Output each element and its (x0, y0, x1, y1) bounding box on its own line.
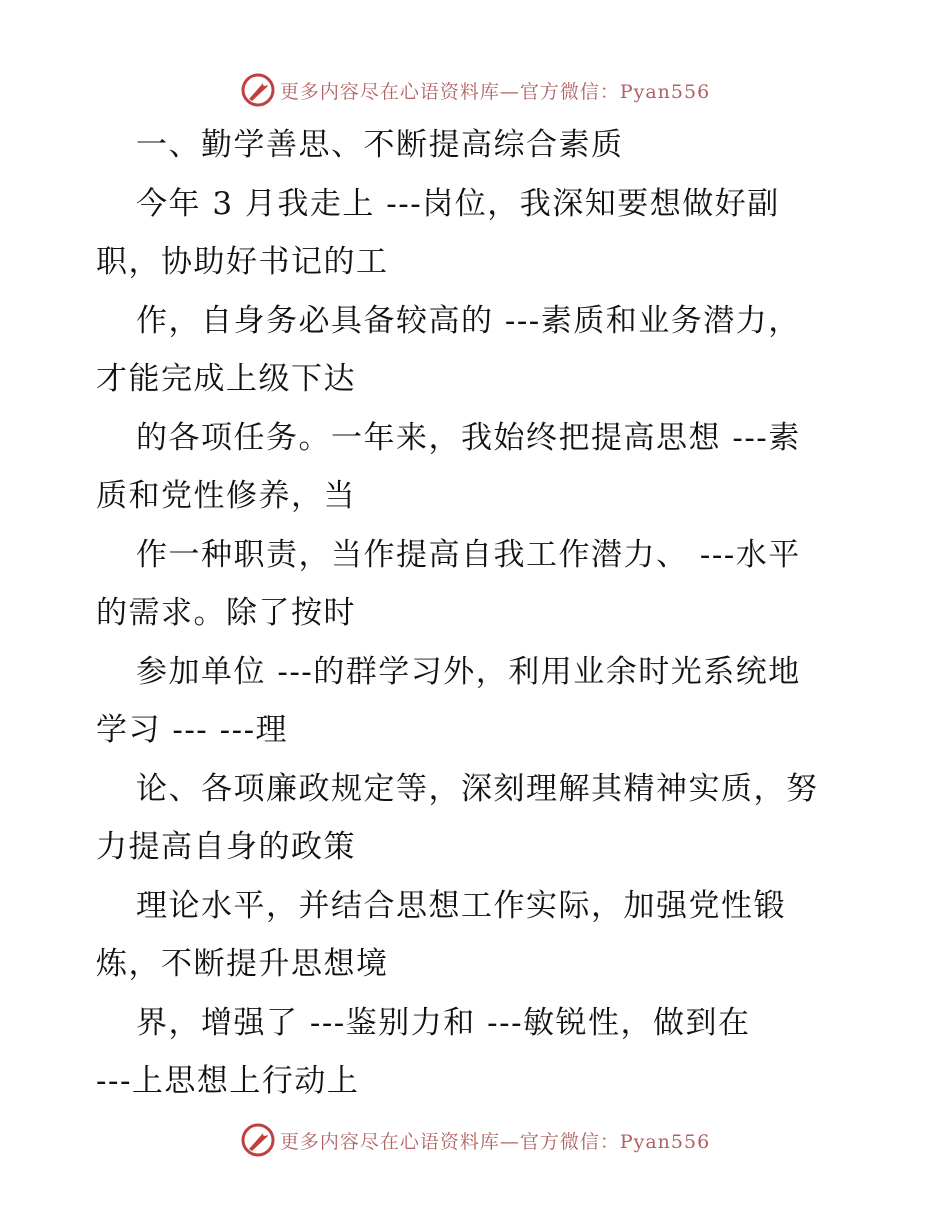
paragraph-line: 作一种职责，当作提高自我工作潜力、 ---水平 (136, 536, 801, 573)
footer-banner (0, 1118, 950, 1162)
pen-nib-logo-icon (240, 1122, 276, 1158)
paragraph-line: 质和党性修养，当 (96, 478, 356, 514)
paragraph-line: 今年 3 月我走上 ---岗位，我深知要想做好副 (136, 185, 780, 222)
paragraph-line: 论、各项廉政规定等，深刻理解其精神实质，努 (136, 770, 819, 807)
paragraph-line: 的各项任务。一年来，我始终把提高思想 ---素 (136, 419, 801, 456)
paragraph-line: 力提高自身的政策 (96, 829, 356, 865)
header-banner-text: 更多内容尽在心语资料库—官方微信：Pyan556 (279, 80, 711, 103)
paragraph-line: ---上思想上行动上 (96, 1063, 360, 1099)
paragraph-line: 炼，不断提升思想境 (96, 946, 389, 982)
paragraph-line: 才能完成上级下达 (96, 361, 356, 397)
paragraph-line: 参加单位 ---的群学习外，利用业余时光系统地 (136, 653, 801, 690)
paragraph-line: 的需求。除了按时 (96, 595, 356, 631)
document-body (96, 116, 856, 1111)
paragraph-line: 界，增强了 ---鉴别力和 ---敏锐性，做到在 (136, 1004, 751, 1041)
pen-nib-logo-icon (240, 72, 276, 108)
paragraph-line: 学习 --- ---理 (96, 712, 289, 748)
section-heading: 一、勤学善思、不断提高综合素质 (136, 127, 624, 163)
paragraph-line: 职，协助好书记的工 (96, 244, 389, 280)
paragraph-line: 理论水平，并结合思想工作实际，加强党性锻 (136, 887, 786, 924)
paragraph-line: 作，自身务必具备较高的 ---素质和业务潜力， (136, 302, 801, 339)
header-banner (0, 68, 950, 112)
footer-banner-text: 更多内容尽在心语资料库—官方微信：Pyan556 (279, 1130, 711, 1153)
